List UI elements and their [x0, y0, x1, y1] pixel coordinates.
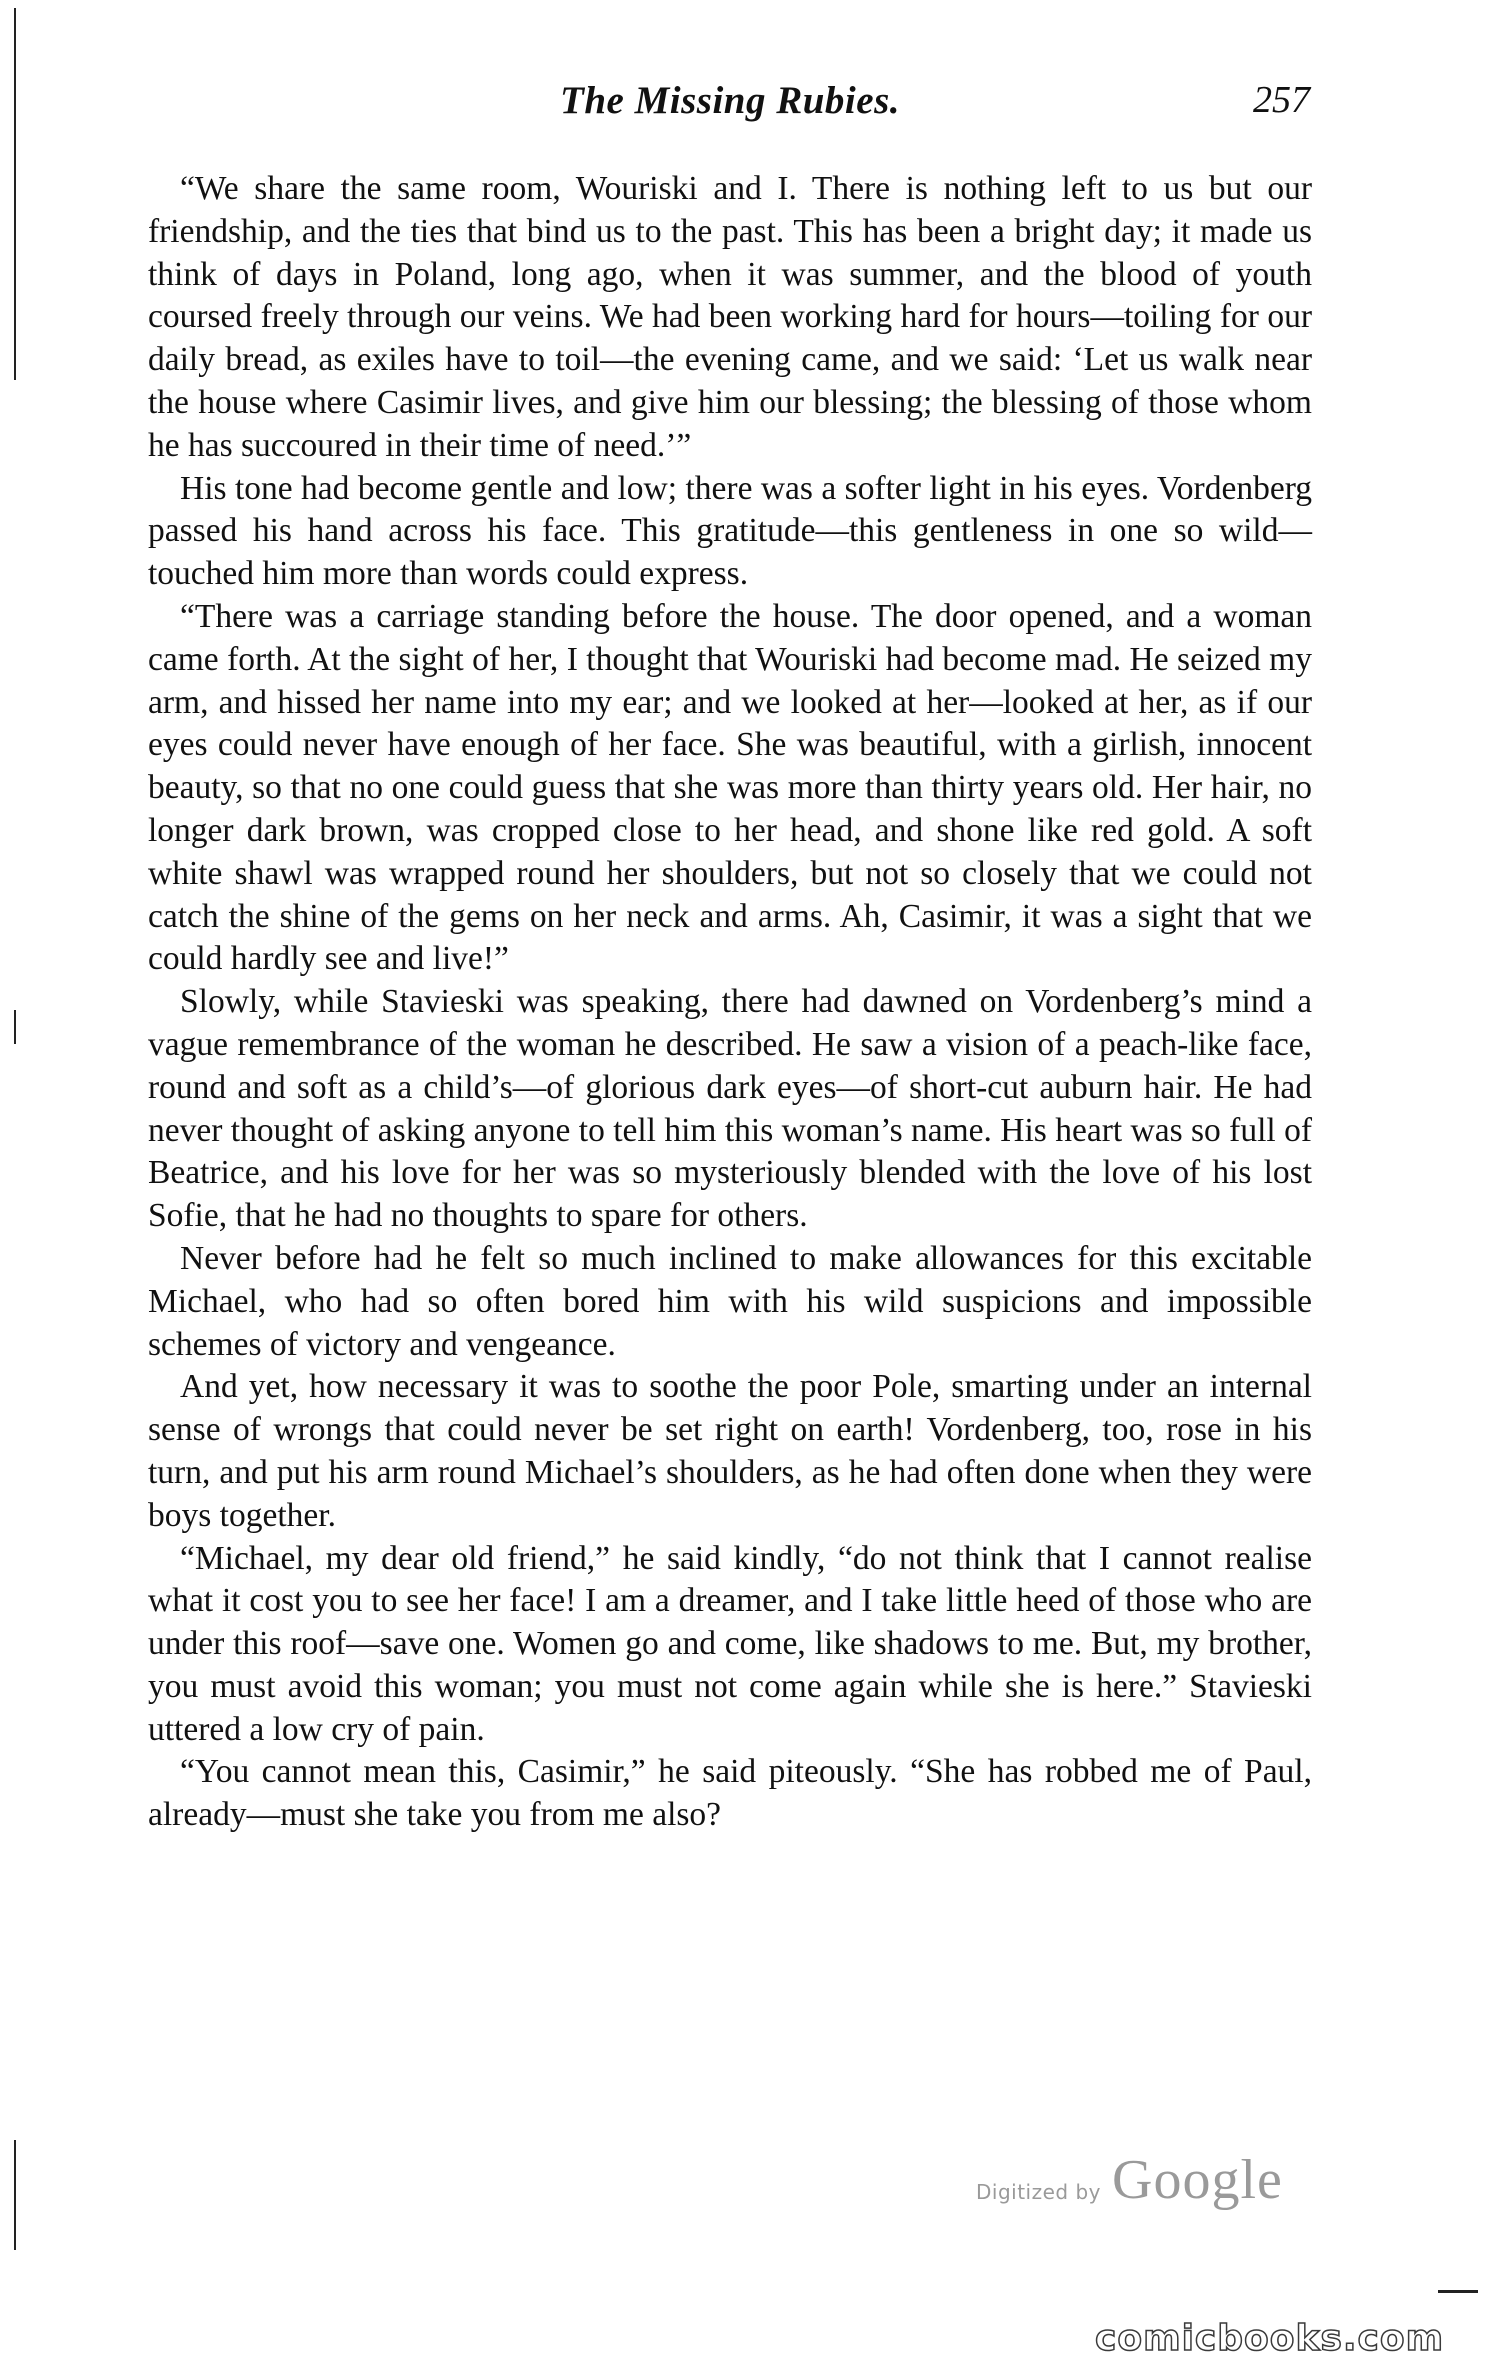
scan-edge-line	[14, 1010, 16, 1044]
digitized-by-label: Digitized by	[976, 2180, 1101, 2204]
paragraph: His tone had become gentle and low; there was a softer light in his eyes. Vordenberg passed his hand across his face. This gratitude—this gentleness in one so wild—touched him more than words could express.	[148, 469, 1312, 593]
site-watermark: comicbooks.com	[1095, 2318, 1445, 2359]
scan-edge-line	[14, 2140, 16, 2250]
paragraph: “We share the same room, Wouriski and I. There is nothing left to us but our friendship, and the ties that bind us to the past. This has been a bright day; it made us think of days in Poland, long ago, when it was summer, and the blood of youth coursed freely through our veins. We had been working hard for hours—toiling for our daily bread, as exiles have to toil—the evening came, and we said: ‘Let us walk near the house where Casimir lives, and give him our blessing; the blessing of those whom he has succoured in their time of need.’”	[148, 170, 1312, 464]
paragraph: Never before had he felt so much inclined to make allowances for this excitable Michael, who had so often bored him with his wild suspicions and impossible schemes of victory and vengeance.	[148, 1239, 1312, 1363]
corner-mark	[1438, 2290, 1478, 2293]
running-title: The Missing Rubies.	[560, 79, 900, 122]
scan-edge-line	[14, 8, 16, 380]
page-number: 257	[1253, 79, 1310, 121]
page-header	[150, 78, 1310, 138]
paragraph: Slowly, while Stavieski was speaking, there had dawned on Vordenberg’s mind a vague remembrance of the woman he described. He saw a vision of a peach-like face, round and soft as a child’s—of glorious dark eyes—of short-cut auburn hair. He had never thought of asking anyone to tell him this woman’s name. His heart was so full of Beatrice, and his love for her was so mysteriously blended with the love of his lost Sofie, that he had no thoughts to spare for others.	[148, 983, 1312, 1235]
paragraph: “You cannot mean this, Casimir,” he said piteously. “She has robbed me of Paul, already—must she take you from me also?	[148, 1753, 1312, 1834]
body-text	[148, 168, 1312, 1837]
paragraph: And yet, how necessary it was to soothe the poor Pole, smarting under an internal sense of wrongs that could never be set right on earth! Vordenberg, too, rose in his turn, and put his arm round Michael’s shoulders, as he had often done when they were boys together.	[148, 1368, 1312, 1534]
google-logo: Google	[1112, 2149, 1283, 2211]
google-watermark	[960, 2148, 1320, 2218]
paragraph: “Michael, my dear old friend,” he said kindly, “do not think that I cannot realise what it cost you to see her face! I am a dreamer, and I take little heed of those who are under this roof—save one. Women go and come, like shadows to me. But, my brother, you must avoid this woman; you must not come again while she is here.” Stavieski uttered a low cry of pain.	[148, 1539, 1312, 1748]
paragraph: “There was a carriage standing before the house. The door opened, and a woman came forth. At the sight of her, I thought that Wouriski had become mad. He seized my arm, and hissed her name into my ear; and we looked at her—looked at her, as if our eyes could never have enough of her face. She was beautiful, with a girlish, innocent beauty, so that no one could guess that she was more than thirty years old. Her hair, no longer dark brown, was cropped close to her head, and shone like red gold. A soft white shawl was wrapped round her shoulders, but not so closely that we could not catch the shine of the gems on her neck and arms. Ah, Casimir, it was a sight that we could hardly see and live!”	[148, 597, 1312, 978]
